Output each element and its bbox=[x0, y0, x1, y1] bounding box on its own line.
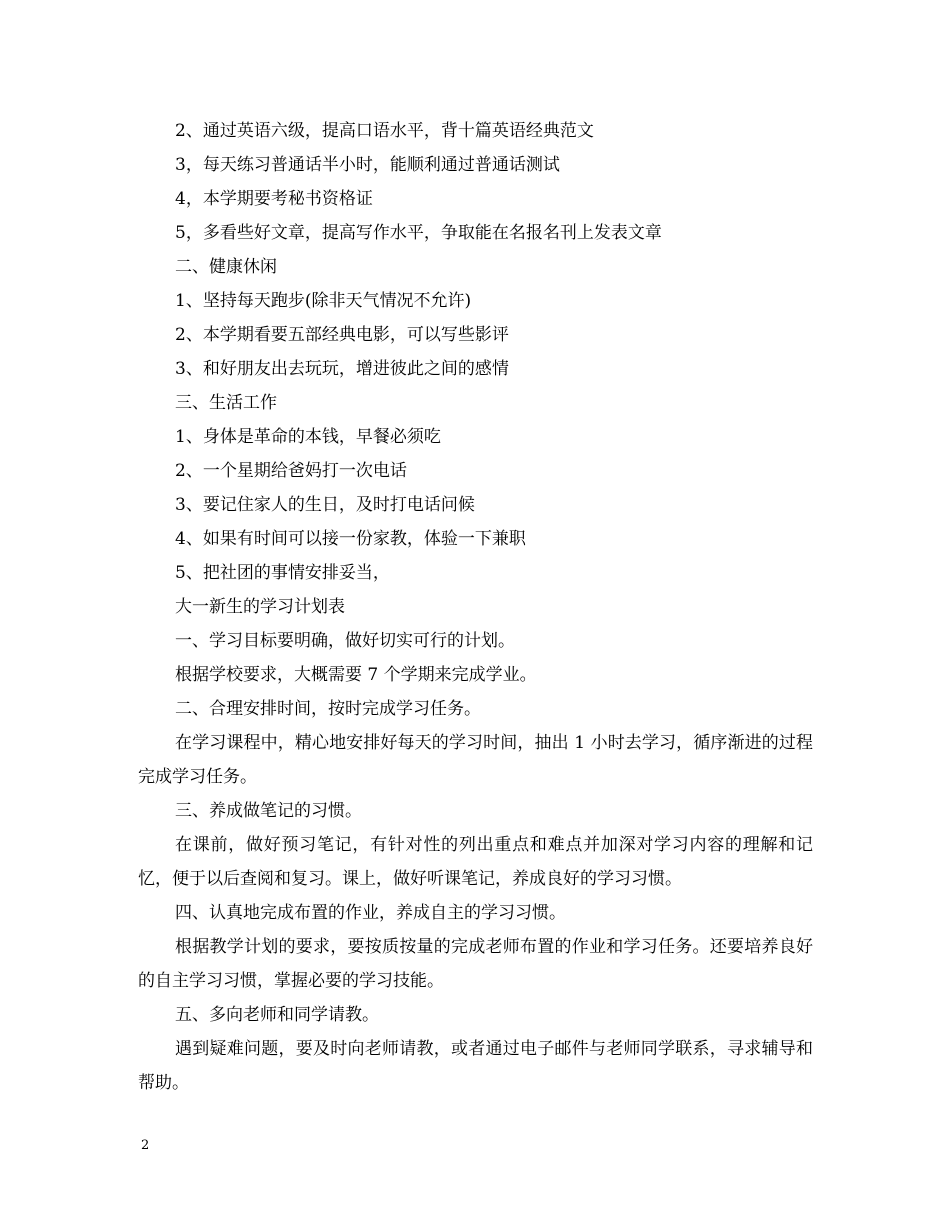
document-body bbox=[138, 114, 813, 1100]
study-paragraph-2: 在学习课程中，精心地安排好每天的学习时间，抽出 1 小时去学习，循序渐进的过程完成学习任务。 bbox=[138, 733, 813, 787]
section-heading-health: 二、健康休闲 bbox=[175, 257, 277, 277]
study-text-1: 根据学校要求，大概需要 7 个学期来完成学业。 bbox=[175, 665, 537, 685]
life-item-4: 4、如果有时间可以接一份家教，体验一下兼职 bbox=[175, 529, 526, 549]
health-item-1: 1、坚持每天跑步(除非天气情况不允许) bbox=[175, 291, 472, 311]
health-item-3: 3、和好朋友出去玩玩，增进彼此之间的感情 bbox=[175, 359, 509, 379]
goal-line-5: 5，多看些好文章，提高写作水平，争取能在名报名刊上发表文章 bbox=[175, 223, 662, 243]
life-item-1: 1、身体是革命的本钱，早餐必须吃 bbox=[175, 427, 441, 447]
goal-line-4: 4，本学期要考秘书资格证 bbox=[175, 189, 373, 209]
study-heading-4: 四、认真地完成布置的作业，养成自主的学习习惯。 bbox=[175, 903, 566, 923]
life-item-5: 5、把社团的事情安排妥当， bbox=[175, 563, 390, 583]
study-paragraph-5: 遇到疑难问题，要及时向老师请教，或者通过电子邮件与老师同学联系，寻求辅导和帮助。 bbox=[138, 1039, 813, 1093]
study-heading-3: 三、养成做笔记的习惯。 bbox=[175, 801, 362, 821]
study-heading-1: 一、学习目标要明确，做好切实可行的计划。 bbox=[175, 631, 515, 651]
life-item-3: 3、要记住家人的生日，及时打电话问候 bbox=[175, 495, 475, 515]
study-heading-5: 五、多向老师和同学请教。 bbox=[175, 1005, 379, 1025]
study-paragraph-3: 在课前，做好预习笔记，有针对性的列出重点和难点并加深对学习内容的理解和记忆，便于以后查阅和复习。课上，做好听课笔记，养成良好的学习习惯。 bbox=[138, 835, 813, 889]
goal-line-3: 3，每天练习普通话半小时，能顺利通过普通话测试 bbox=[175, 155, 560, 175]
study-heading-2: 二、合理安排时间，按时完成学习任务。 bbox=[175, 699, 481, 719]
section-heading-life: 三、生活工作 bbox=[175, 393, 277, 413]
page-number: 2 bbox=[141, 1138, 150, 1153]
goal-line-2: 2、通过英语六级，提高口语水平，背十篇英语经典范文 bbox=[175, 121, 594, 141]
study-paragraph-4: 根据教学计划的要求，要按质按量的完成老师布置的作业和学习任务。还要培养良好的自主学习习惯，掌握必要的学习技能。 bbox=[138, 937, 813, 991]
life-item-2: 2、一个星期给爸妈打一次电话 bbox=[175, 461, 407, 481]
health-item-2: 2、本学期看要五部经典电影，可以写些影评 bbox=[175, 325, 509, 345]
study-plan-title: 大一新生的学习计划表 bbox=[175, 597, 345, 617]
